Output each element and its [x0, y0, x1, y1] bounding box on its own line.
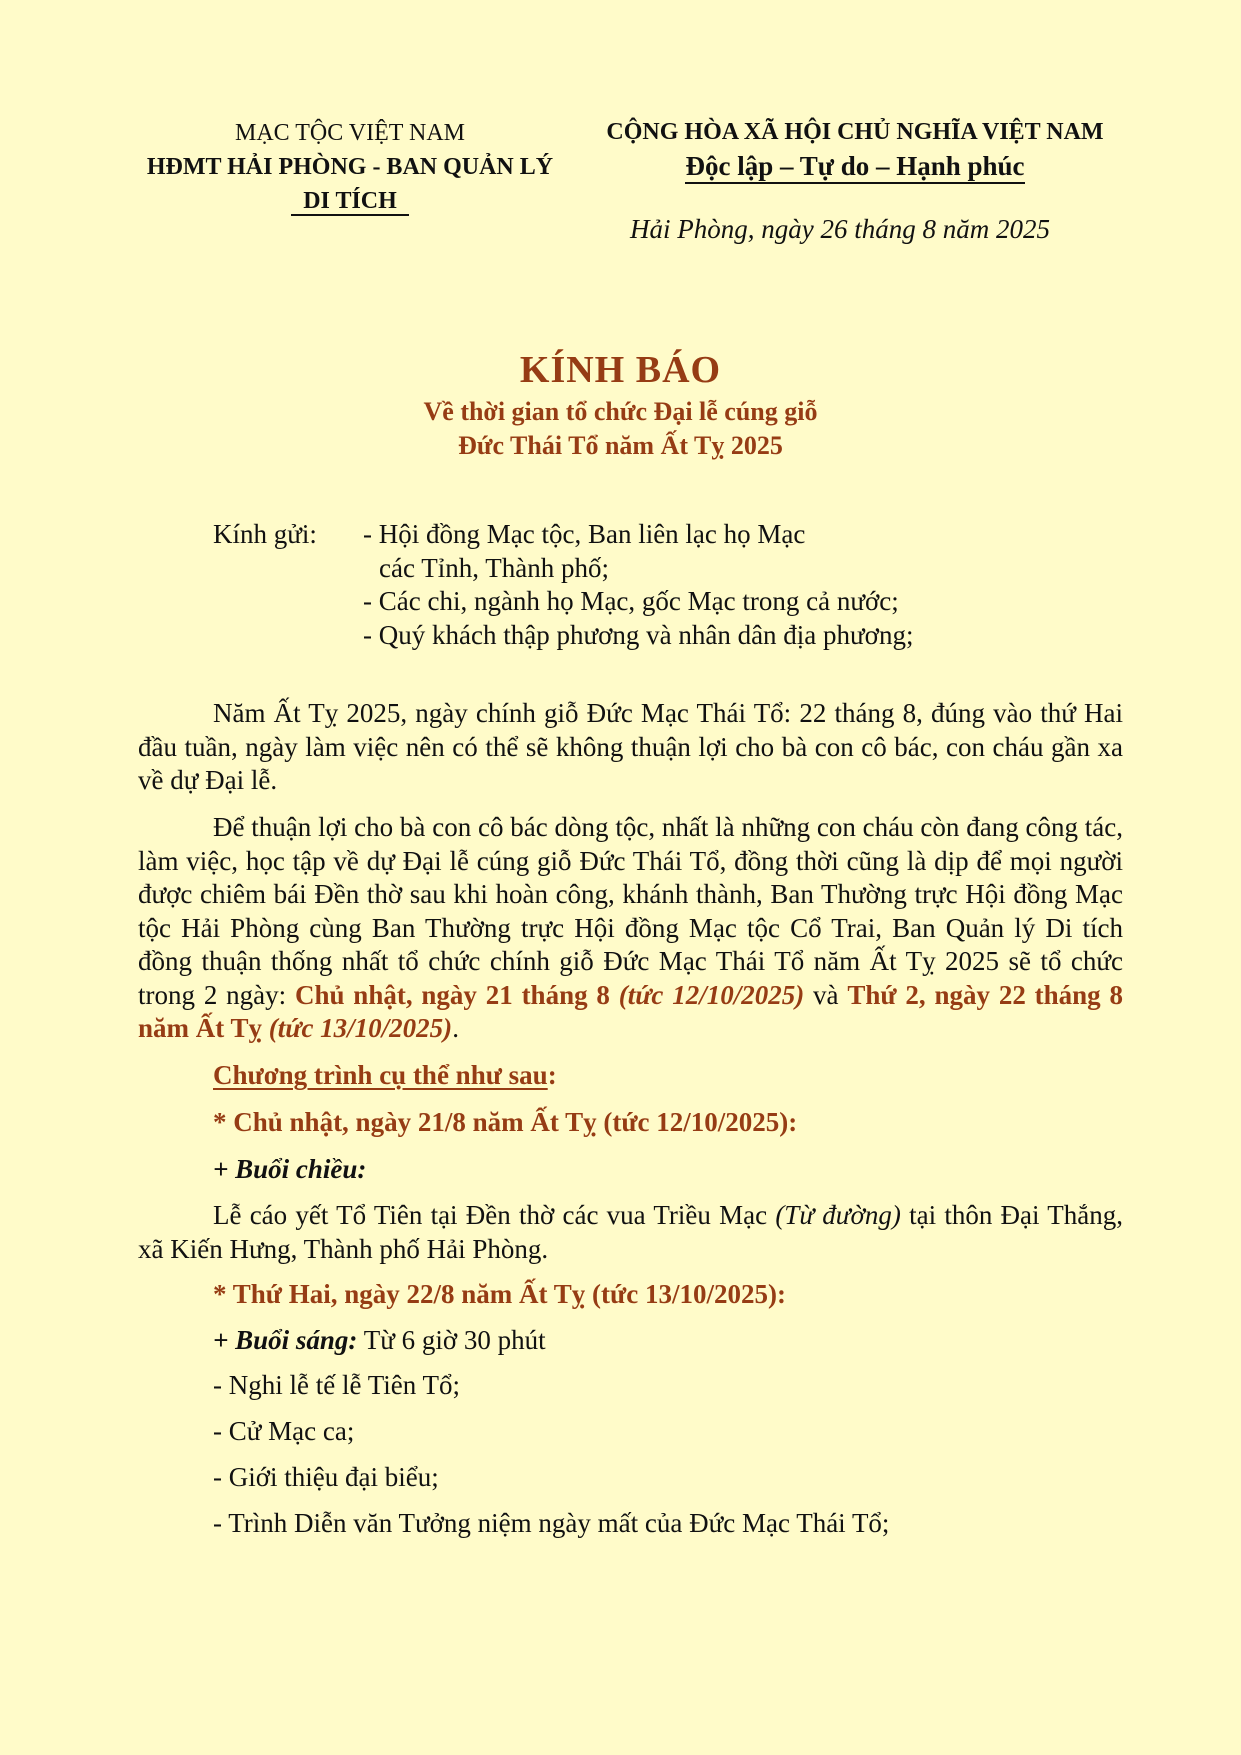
- morning-item: - Nghi lễ tế lễ Tiên Tổ;: [213, 1370, 460, 1400]
- day1-heading: * Chủ nhật, ngày 21/8 năm Ất Tỵ (tức 12/10/2025):: [213, 1107, 798, 1137]
- program-heading-colon: :: [547, 1060, 557, 1090]
- document-date: Hải Phòng, ngày 26 tháng 8 năm 2025: [630, 214, 1050, 244]
- recipient-item: - Quý khách thập phương và nhân dân địa phương;: [363, 620, 914, 650]
- program-heading-text: Chương trình cụ thể như sau: [213, 1060, 548, 1090]
- day1-highlight: Chủ nhật, ngày 21 tháng 8: [294, 979, 610, 1010]
- paragraph-1: [138, 697, 1123, 798]
- paragraph-2-end: .: [452, 1013, 459, 1043]
- title-block: [0, 345, 1241, 463]
- header-left-line2: HĐMT HẢI PHÒNG - BAN QUẢN LÝ: [146, 154, 554, 180]
- recipient-item: - Hội đồng Mạc tộc, Ban liên lạc họ Mạc: [363, 519, 806, 549]
- morning-line: [213, 1325, 546, 1356]
- morning-item: - Cử Mạc ca;: [213, 1416, 355, 1446]
- afternoon-paragraph: [138, 1199, 1123, 1266]
- recipients-label: Kính gửi:: [213, 519, 317, 549]
- paragraph-2: [138, 811, 1123, 1046]
- paragraph-2-text: Để thuận lợi cho bà con cô bác dòng tộc, nhất là những con cháu còn đang công tác, làm việc, học tập về dự Đại lễ cúng giỗ Đức Thái Tổ, đồng thời cũng là dịp để mọi người được chiêm bái Đền thờ sau khi hoàn công, khánh thành, Ban Thường trực Hội đồng Mạc tộc Hải Phòng cùng Ban Thường trực Hội đồng Mạc tộc Cổ Trai, Ban Quản lý Di tích đồng thuận thống nhất tổ chức chính giỗ Đức Mạc Thái Tổ năm Ất Tỵ 2025 sẽ tổ chức trong 2 ngày:: [138, 812, 1123, 1010]
- document-subtitle-2: Đức Thái Tổ năm Ất Tỵ 2025: [458, 431, 783, 460]
- document-title: KÍNH BÁO: [519, 349, 722, 391]
- day1-note: (tức 12/10/2025): [609, 979, 805, 1010]
- header-left: [120, 116, 580, 218]
- recipient-item: các Tỉnh, Thành phố;: [379, 553, 609, 583]
- header-left-line1: MẠC TỘC VIỆT NAM: [234, 120, 466, 146]
- morning-item: - Trình Diễn văn Tưởng niệm ngày mất của Đức Mạc Thái Tổ;: [213, 1508, 890, 1538]
- and-text: và: [804, 979, 848, 1010]
- day2-note: (tức 13/10/2025): [262, 1013, 453, 1043]
- morning-time: Từ 6 giờ 30 phút: [357, 1325, 546, 1355]
- header-left-line3: DI TÍCH: [291, 188, 409, 216]
- header-right: [585, 115, 1125, 183]
- afternoon-text-b: (Từ đường): [775, 1200, 901, 1230]
- program-heading: [213, 1060, 557, 1091]
- morning-item: - Giới thiệu đại biểu;: [213, 1462, 439, 1492]
- afternoon-text-c: tại thôn Đại Thắng, xã Kiến Hưng, Thành phố Hải Phòng.: [138, 1200, 1123, 1264]
- recipient-item: - Các chi, ngành họ Mạc, gốc Mạc trong cả nước;: [363, 586, 899, 616]
- national-motto: Độc lập – Tự do – Hạnh phúc: [685, 151, 1024, 184]
- afternoon-label: + Buổi chiều:: [213, 1154, 367, 1184]
- paragraph-1-text: Năm Ất Tỵ 2025, ngày chính giỗ Đức Mạc Thái Tổ: 22 tháng 8, đúng vào thứ Hai đầu tuần, ngày làm việc nên có thể sẽ không thuận lợi cho bà con cô bác, con cháu gần xa về dự Đại lễ.: [138, 698, 1123, 795]
- document-subtitle-1: Về thời gian tổ chức Đại lễ cúng giỗ: [423, 397, 818, 426]
- morning-label: + Buổi sáng:: [213, 1325, 358, 1355]
- day2-highlight: Thứ 2, ngày 22 tháng 8 năm Ất Tỵ: [138, 979, 1123, 1043]
- afternoon-text-a: Lễ cáo yết Tổ Tiên tại Đền thờ các vua Triều Mạc: [213, 1200, 776, 1230]
- day2-heading: * Thứ Hai, ngày 22/8 năm Ất Tỵ (tức 13/10/2025):: [213, 1279, 786, 1309]
- national-title: CỘNG HÒA XÃ HỘI CHỦ NGHĨA VIỆT NAM: [606, 119, 1104, 145]
